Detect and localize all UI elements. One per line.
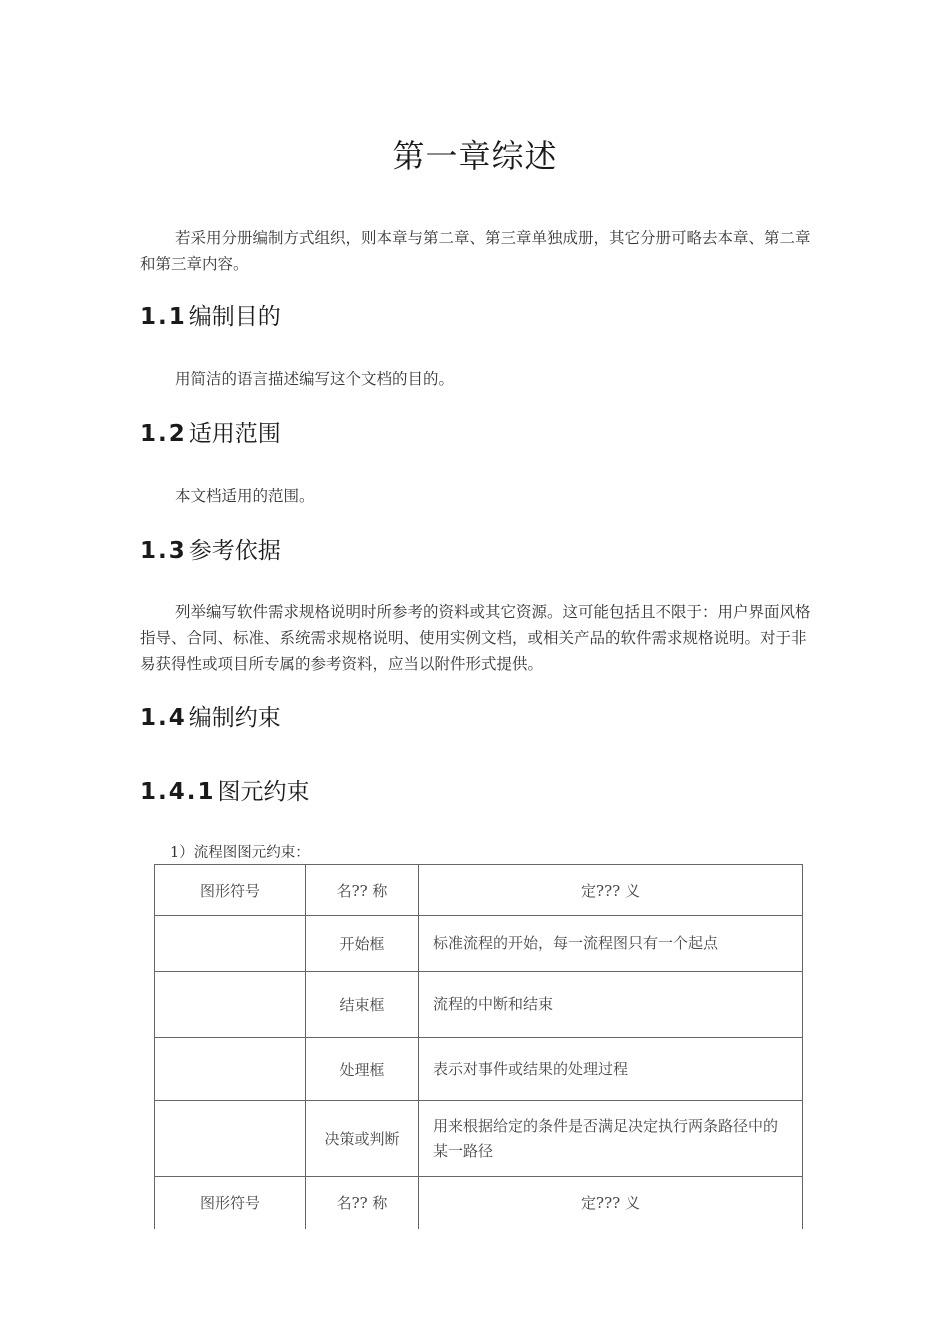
definition-cell: 表示对事件或结果的处理过程 <box>419 1038 803 1101</box>
section-title: 编制约束 <box>188 705 281 731</box>
table-row <box>155 972 803 1038</box>
section-title: 参考依据 <box>188 538 281 564</box>
section-body-1-1: 用简洁的语言描述编写这个文档的目的。 <box>175 370 455 388</box>
header-definition: 定??? 义 <box>419 865 803 916</box>
table-header-row-repeat <box>155 1177 803 1229</box>
flowchart-symbol-table <box>154 864 803 1229</box>
table-row <box>155 1101 803 1177</box>
section-number: 1.4.1 <box>140 779 216 805</box>
section-heading-1-2 <box>140 417 281 451</box>
section-heading-1-3 <box>140 534 281 568</box>
section-title: 编制目的 <box>188 304 281 330</box>
intro-paragraph: 若采用分册编制方式组织，则本章与第二章、第三章单独成册，其它分册可略去本章、第二章和第三章内容。 <box>140 229 811 273</box>
section-number: 1.1 <box>140 304 187 330</box>
section-body-1-3: 列举编写软件需求规格说明时所参考的资料或其它资源。这可能包括且不限于：用户界面风格指导、合同、标准、系统需求规格说明、使用实例文档，或相关产品的软件需求规格说明。对于非易获得性或项目所专属的参考资料，应当以附件形式提供。 <box>140 603 811 673</box>
table-caption: 1）流程图图元约束： <box>170 845 310 861</box>
table-row <box>155 916 803 972</box>
name-cell: 结束框 <box>306 972 419 1038</box>
symbol-cell <box>155 972 306 1038</box>
section-number: 1.2 <box>140 421 187 447</box>
section-body-1-2: 本文档适用的范围。 <box>175 487 315 505</box>
symbol-cell <box>155 1038 306 1101</box>
header-name: 名?? 称 <box>306 865 419 916</box>
section-number: 1.3 <box>140 538 187 564</box>
chapter-title: 第一章综述 <box>392 137 558 175</box>
table-header-row <box>155 865 803 916</box>
header-symbol: 图形符号 <box>155 1177 306 1229</box>
name-cell: 决策或判断 <box>306 1101 419 1177</box>
header-definition: 定??? 义 <box>419 1177 803 1229</box>
section-heading-1-1 <box>140 300 281 334</box>
section-title: 适用范围 <box>188 421 281 447</box>
header-symbol: 图形符号 <box>155 865 306 916</box>
section-number: 1.4 <box>140 705 187 731</box>
definition-cell: 标准流程的开始，每一流程图只有一个起点 <box>419 916 803 972</box>
header-name: 名?? 称 <box>306 1177 419 1229</box>
table-row <box>155 1038 803 1101</box>
symbol-cell <box>155 1101 306 1177</box>
definition-cell: 流程的中断和结束 <box>419 972 803 1038</box>
section-title: 图元约束 <box>217 779 310 805</box>
symbol-cell <box>155 916 306 972</box>
section-heading-1-4 <box>140 701 281 735</box>
definition-cell: 用来根据给定的条件是否满足决定执行两条路径中的某一路径 <box>419 1101 803 1177</box>
section-heading-1-4-1 <box>140 775 310 809</box>
name-cell: 处理框 <box>306 1038 419 1101</box>
name-cell: 开始框 <box>306 916 419 972</box>
